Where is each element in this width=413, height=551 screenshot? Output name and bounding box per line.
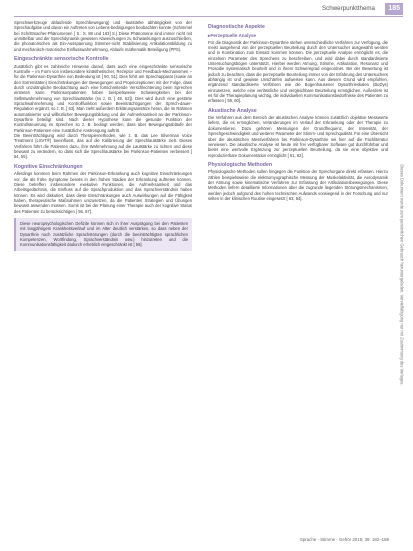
page-footer: Sprache · Stimme · Gehör 2015; 39: 182–188 <box>299 537 389 542</box>
physiological-paragraph: Physiologische Methoden sollen hingegen die Funktion der Sprechorgane direkt erfassen. Hierzu zählen beispielsweise die elektromyographische Messung der Muskelaktivität, die Aerodynamik der Atmung sowie kinematische Verfahren zur Erfassung der Artikulationsbewegungen. Diese Methoden liefern detaillierte Informationen über die zugrunde liegenden Störungsmechanismen, werden jedoch aufgrund des hohen technischen Aufwands vorwiegend in der Forschung und nur selten in der klinischen Routine eingesetzt [ 63, 64]. <box>208 169 388 202</box>
page-number: 185 <box>385 3 403 15</box>
left-column <box>14 20 192 251</box>
heading-physiological: Physiologische Methoden <box>208 161 272 168</box>
header-section-title: Schwerpunktthema <box>322 5 375 12</box>
side-note-text: Dieses Dokument wurde zum persönlichen Gebrauch heruntergeladen. Vervielfältigung nur mit Zustimmung des Verlages. <box>399 164 405 386</box>
heading-perceptual: ▸ Perzeptuelle Analyse <box>208 33 388 39</box>
sensory-paragraph: Zusätzlich gibt es zahlreiche Hinweise darauf, dass auch eine eingeschränkte sensorische Kontrolle – im Form von insbesondere kinästhetischer, Rezeptor und Feedback-Mechanismen – für die Parkinson-Dysarthrie von Bedeutung ist [ 50, 51]. Dies führt am Sprechapparat (sowie an den Extremitäten) Einschränkungen der Bewegungen und Propriozeptionen mit der Folge, dass durch unzulängliche Beobachtung auch eine fortschreitende Verschlechterung beim Sprechen eintreten kann. Parkinsonpatienten haben beispielsweise Schwierigkeiten bei der Selbstwahrnehmung von Sprechlautstärke (so z. B. [ 49, 52]). Dies wird durch eine gestörte Sprachwahrnehmung und Kontrollfunktion sowie Beeinträchtigungen der Sprech-dauer-Regulation ergänzt, so z. B. [ 53]. Man zieht außerdem Erklärungsansätze heran, die im Rahmen automatisierter und willkürlicher Bewegungsbildung und der Aufmerksamkeit an der Parkinson-Dysarthrie beteiligt sind. Nach dieser Hypothese kann die gesunde Funktion der Kontrollsteuerung im Sprechen so z. B. bedingt werden, dass über Bewegungsabläufe der Parkinson-Patienten eine zusätzliche Anstrengung auftritt. <box>14 63 192 133</box>
info-box-text: Diese neuropsychologischen Defizite können sich in ihrer Ausprägung bei den Patienten mit langjährigem Krankheitsverlauf und im Alter deutlich verstärken, so dass neben der Dysarthrie noch zusätzliche Sprachstörungen (durch die beeinträchtigten sprachlichen Kompetenzen, Wortfindung, Sprachverständnis usw.) hinzutreten und die Kommunikationsfähigkeit dadurch erheblich eingeschränkt ist [ 58]. <box>20 221 188 248</box>
heading-sensory-control: Eingeschränkte sensorische Kontrolle <box>14 56 109 63</box>
heading-diagnostic: Diagnostische Aspekte <box>208 24 265 30</box>
right-column <box>208 20 388 201</box>
perceptual-paragraph: Für die Diagnostik der Parkinson-Dysarthrie stehen unterschiedliche Verfahren zur Verfügung, die meist ausgehend von der perzeptuellen Beurteilung durch den Untersucher ausgewählt werden und in Kombination zum Einsatz kommen können. Die perzeptuelle Analyse ermöglicht es, die einzelnen Parameter des Sprechens zu beschreiben, und wird dabei durch standardisierte Untersuchungsbögen unterstützt. Hierbei werden Atmung, Stimme, Artikulation, Resonanz und Prosodie systematisch beurteilt und in ihrem Schweregrad eingeordnet. Bei der Bewertung ist jedoch zu beachten, dass die perzeptuelle Beurteilung immer von der Erfahrung des Untersuchers abhängig ist und gewisse Unschärfen aufweisen kann. Aus diesem Grund wird empfohlen, ergänzend standardisierte Verfahren wie die Bogenhausener Dysarthrieskalen (BoDys) einzusetzen, welche eine verlässliche und vergleichbare Beurteilung ermöglichen. Außerdem ist es für die Therapieplanung wichtig, die individuellen Kommunikationsbedürfnisse des Patienten zu erfassen [ 59, 60]. <box>208 39 388 104</box>
sensory-paragraph-2: Die Beeinträchtigung wird durch Therapiemethoden, wie z. B. das Lee Silverman Voice Treatment (LSVT®) beeinflusst, das auf die Kalibrierung der Sprechlautstärke zielt. Dieses Verfahren führt die Patienten dazu, ihre Wahrnehmung auf die Lautstärke zu richten und diese bewusst zu verändern, so dass sich die Sprechlautstärke bei Parkinson-Patienten verbessert [ 54, 55]. <box>14 133 192 160</box>
page-header <box>0 0 413 18</box>
cognitive-paragraph: Allerdings kommen beim Rahmen der Parkinson-Erkrankung auch kognitive Einschränkungen vor, die als frühe Symptome bereits in den frühen Stadien der Erkrankung auftreten können. Diese betreffen insbesondere exekutive Funktionen, die Aufmerksamkeit und das Arbeitsgedächtnis, die Einfluss auf die Sprachproduktion und das Sprachverständnis haben können. Es wird diskutiert, dass diese Einschränkungen auch Auswirkungen auf die Fähigkeit haben, therapeutische Maßnahmen umzusetzen, da die Patienten Strategien und Übungen bewusst anwenden müssen. Somit ist bei der Planung einer Therapie auch der kognitive Status des Patienten zu berücksichtigen [ 56, 57]. <box>14 171 192 214</box>
heading-acoustic: Akustische Analyse <box>208 107 257 114</box>
acoustic-paragraph: Die Verfahren aus dem Bereich der akustischen Analyse können zusätzlich objektive Messwerte liefern, die es ermöglichen, Veränderungen im Verlauf der Erkrankung oder der Therapie zu dokumentieren. Dazu gehören Messungen der Grundfrequenz, der Intensität, der Sprechgeschwindigkeit und weiterer Parameter der Stimm- und Sprechqualität. Für eine Übersicht über die akustischen Messverfahren bei Parkinson-Dysarthrie sei hier auf die Fachliteratur verwiesen. Die akustische Analyse ist heute mit frei verfügbarer Software gut durchführbar und bietet eine wertvolle Ergänzung zur perzeptuellen Beurteilung, da sie eine objektive und reproduzierbare Dokumentation ermöglicht [ 61, 62]. <box>208 115 388 158</box>
intro-paragraph: Sprechwerkzeuge ablaufende Sprechbewegung) und -lautstärke abhängigkeit von der Sprechaufgabe und davon ein Auftreten von Lebens-bedingungen beobachten konnte (Schimmel bei Schrittmacher-Phänomenen [ S.: S. 88 und 163] S.) Diese Phänomene sind immer nicht mit unmittelbar und der Sprechdynamik gewissen Abweichungen zu Schwankungen auszuschließen, die phonatorischen als Ein-Ausspannung Stimmer-nicht Stabilisierung Artikulationsbildung zu und mechanisch-motorische Einflusswahrnehmung, Ablaufe mathematik Beteiligung (PPS). <box>14 20 192 52</box>
header-rule <box>14 16 403 17</box>
heading-cognitive: Kognitive Einschränkungen <box>14 163 83 170</box>
info-box <box>14 218 192 251</box>
copyright-side-note <box>396 40 408 510</box>
